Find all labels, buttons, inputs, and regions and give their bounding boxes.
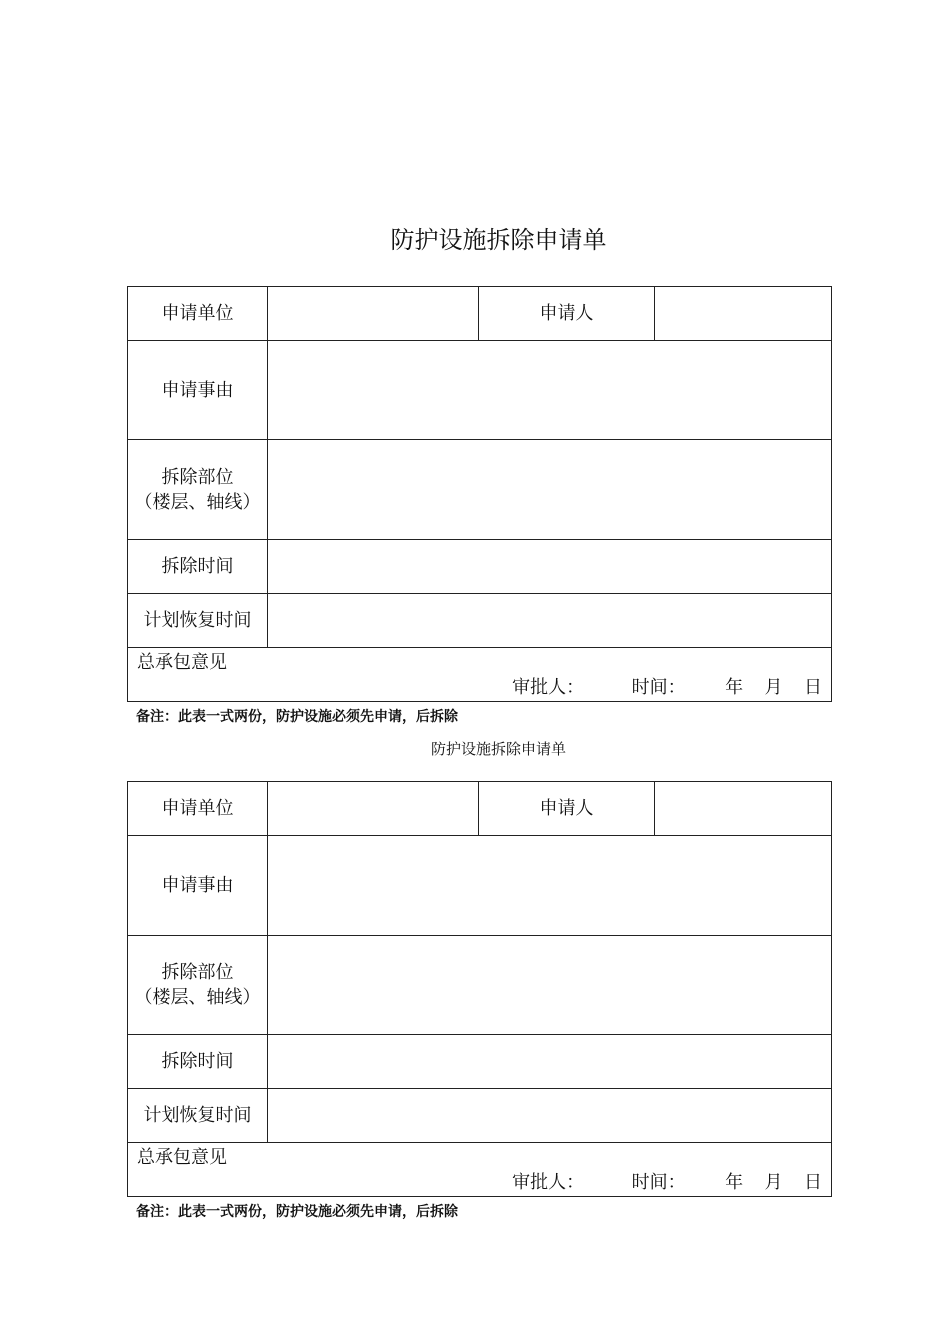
location-label: [128, 936, 268, 1035]
applicant-field[interactable]: [655, 782, 832, 836]
contractor-opinion-cell[interactable]: [128, 648, 832, 702]
reason-label: 申请事由: [128, 836, 268, 936]
month-label: 月: [764, 677, 783, 698]
contractor-opinion-cell[interactable]: [128, 1143, 832, 1197]
month-label: 月: [764, 1172, 783, 1193]
approver-label: 审批人：: [512, 1172, 585, 1193]
applicant-unit-field[interactable]: [268, 287, 479, 341]
time-label: 时间：: [631, 1172, 686, 1193]
reason-label: 申请事由: [128, 341, 268, 440]
year-label: 年: [725, 677, 744, 698]
applicant-unit-label: 申请单位: [128, 287, 268, 341]
contractor-opinion-label: 总承包意见: [137, 652, 227, 673]
location-field[interactable]: [268, 440, 832, 540]
applicant-field[interactable]: [655, 287, 832, 341]
restore-time-label: 计划恢复时间: [128, 1089, 268, 1143]
contractor-opinion-label: 总承包意见: [137, 1147, 227, 1168]
reason-field[interactable]: [268, 341, 832, 440]
location-label-line1: 拆除部位: [161, 962, 234, 983]
approval-line: [512, 1170, 822, 1195]
application-form-table: [127, 286, 832, 702]
restore-time-field[interactable]: [268, 594, 832, 648]
form-title: 防护设施拆除申请单: [390, 226, 607, 254]
year-label: 年: [725, 1172, 744, 1193]
location-label-line2: （楼层、轴线）: [134, 987, 261, 1008]
time-label: 时间：: [631, 677, 686, 698]
location-label-line2: （楼层、轴线）: [134, 491, 261, 513]
restore-time-label: 计划恢复时间: [128, 594, 268, 648]
form-note: 备注：此表一式两份，防护设施必须先申请，后拆除: [136, 709, 458, 725]
location-field[interactable]: [268, 936, 832, 1035]
form-title: 防护设施拆除申请单: [430, 740, 566, 758]
location-label: [128, 440, 268, 540]
approval-line: [512, 675, 822, 700]
removal-time-field[interactable]: [268, 540, 832, 594]
application-form-table: [127, 781, 832, 1197]
applicant-unit-label: 申请单位: [128, 782, 268, 836]
location-label-line1: 拆除部位: [161, 466, 234, 488]
restore-time-field[interactable]: [268, 1089, 832, 1143]
removal-time-field[interactable]: [268, 1035, 832, 1089]
day-label: 日: [804, 1172, 822, 1193]
approver-label: 审批人：: [512, 677, 585, 698]
reason-field[interactable]: [268, 836, 832, 936]
applicant-unit-field[interactable]: [268, 782, 479, 836]
form-note: 备注：此表一式两份，防护设施必须先申请，后拆除: [136, 1204, 458, 1220]
applicant-label: 申请人: [479, 782, 655, 836]
removal-time-label: 拆除时间: [128, 1035, 268, 1089]
applicant-label: 申请人: [479, 287, 655, 341]
removal-time-label: 拆除时间: [128, 540, 268, 594]
day-label: 日: [804, 677, 822, 698]
